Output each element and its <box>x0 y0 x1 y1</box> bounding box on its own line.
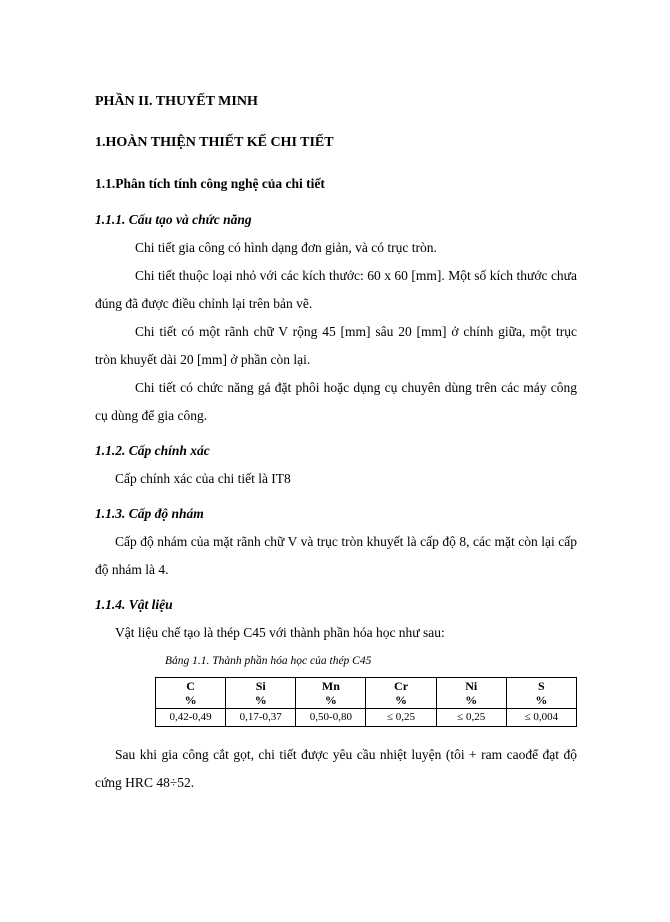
heading-1-1-3: 1.1.3. Cấp độ nhám <box>95 506 204 521</box>
paragraph: Chi tiết có một rãnh chữ V rộng 45 [mm] sâu 20 [mm] ở chính giữa, một trục tròn khuyết dài 20 [mm] ở phần còn lại. <box>95 324 577 367</box>
table-header-cell: Cr % <box>366 678 436 709</box>
table-header-cell: C % <box>156 678 226 709</box>
table-header-cell: Mn % <box>296 678 366 709</box>
table-header-cell: Si % <box>226 678 296 709</box>
heading-1-1-4: 1.1.4. Vật liệu <box>95 597 173 612</box>
table-header-cell: Ni % <box>436 678 506 709</box>
heading-section: 1.1.Phân tích tính công nghệ của chi tiết <box>95 176 325 191</box>
paragraph: Chi tiết có chức năng gá đặt phôi hoặc dụng cụ chuyên dùng trên các máy công cụ dùng để gia công. <box>95 380 577 423</box>
table-cell: ≤ 0,004 <box>506 709 576 727</box>
paragraph: Vật liệu chế tạo là thép C45 với thành phần hóa học như sau: <box>115 625 445 640</box>
paragraph: Cấp độ nhám của mặt rãnh chữ V và trục tròn khuyết là cấp độ 8, các mặt còn lại cấp độ nhám là 4. <box>95 534 577 577</box>
heading-part: PHẦN II. THUYẾT MINH <box>95 94 258 109</box>
table-header-cell: S % <box>506 678 576 709</box>
paragraph: Chi tiết thuộc loại nhỏ với các kích thước: 60 x 60 [mm]. Một số kích thước chưa đúng đã được điều chỉnh lại trên bản vẽ. <box>95 268 577 311</box>
chemical-composition-table <box>155 677 577 727</box>
heading-1-1-2: 1.1.2. Cấp chính xác <box>95 443 210 458</box>
table-cell: ≤ 0,25 <box>366 709 436 727</box>
paragraph: Sau khi gia công cắt gọt, chi tiết được yêu cầu nhiệt luyện (tôi + ram caođể đạt độ cứng HRC 48÷52. <box>95 747 577 790</box>
table-cell: 0,50-0,80 <box>296 709 366 727</box>
table-header-row <box>156 678 577 709</box>
table-cell: 0,17-0,37 <box>226 709 296 727</box>
table-cell: ≤ 0,25 <box>436 709 506 727</box>
heading-1-1-1: 1.1.1. Cấu tạo và chức năng <box>95 212 252 227</box>
paragraph: Cấp chính xác của chi tiết là IT8 <box>115 471 291 486</box>
table-row <box>156 709 577 727</box>
heading-chapter: 1.HOÀN THIỆN THIẾT KẾ CHI TIẾT <box>95 135 334 150</box>
table-caption: Bảng 1.1. Thành phần hóa học của thép C45 <box>165 655 372 667</box>
paragraph: Chi tiết gia công có hình dạng đơn giản, và có trục tròn. <box>135 240 437 255</box>
table-cell: 0,42-0,49 <box>156 709 226 727</box>
